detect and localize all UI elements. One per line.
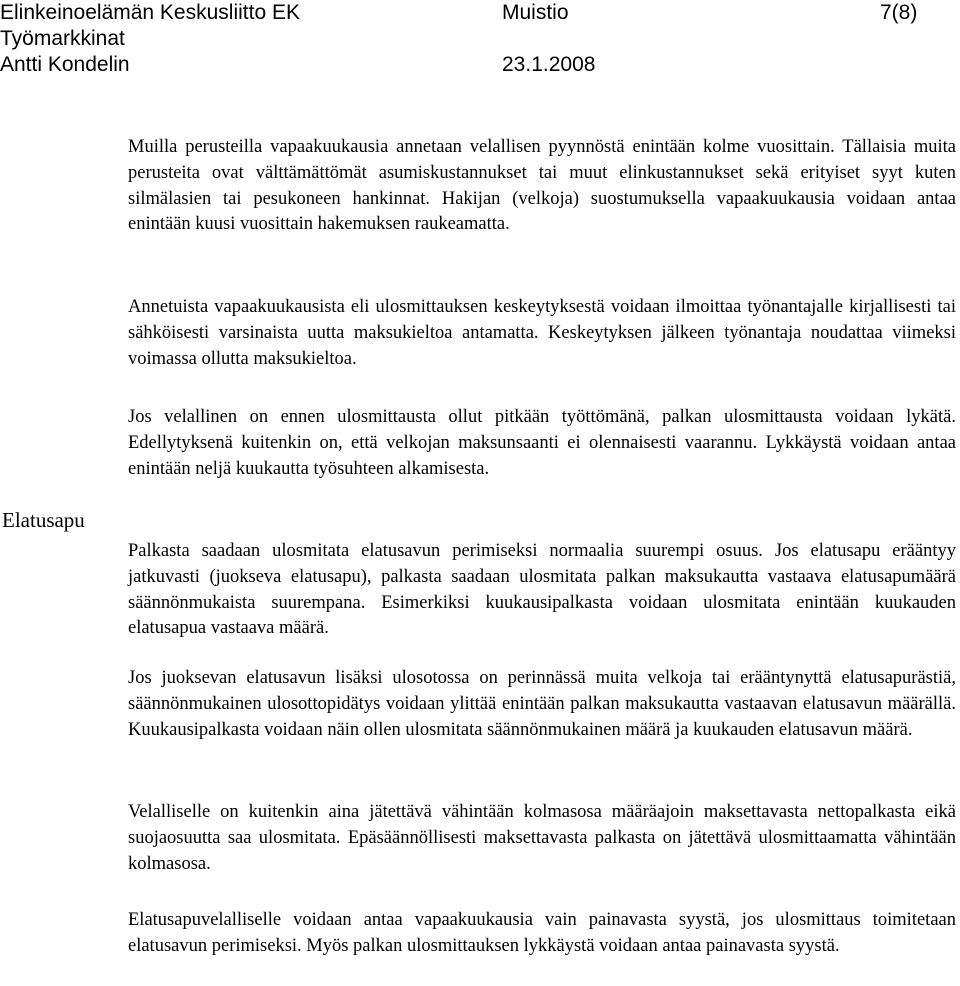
paragraph: Annetuista vapaakuukausista eli ulosmittauksen keskeytyksestä voidaan ilmoittaa työnantajalle kirjallisesti tai sähköisesti varsinaista uutta maksukieltoa antamatta. Keskeytyksen jälkeen työnantaja noudattaa viimeksi voimassa ollutta maksukieltoa. — [128, 297, 956, 369]
paragraph: Muilla perusteilla vapaakuukausia annetaan velallisen pyynnöstä enintään kolme vuosittain. Tällaisia muita perusteita ovat välttämättömät asumiskustannukset tai muut elinkustannukset sekä erityiset syyt kuten silmälasien tai pesukoneen hankinnat. Hakijan (velkoja) suostumuksella vapaakuukausia voidaan antaa enintään kuusi vuosittain hakemuksen raukeamatta. — [128, 137, 956, 235]
header-line-1 — [0, 0, 960, 26]
author-name: Antti Kondelin — [0, 53, 130, 76]
paragraph: Jos juoksevan elatusavun lisäksi ulosotossa on perinnässä muita velkoja tai erääntynyttä elatusapurästiä, säännönmukainen ulosottopidätys voidaan ylittää enintään palkan maksukautta vastaavan elatusavun määrällä. Kuukausipalkasta voidaan näin ollen ulosmitata säännönmukainen määrä ja kuukauden elatusavun määrä. — [128, 668, 956, 740]
header-line-2 — [0, 26, 960, 52]
page-number: 7(8) — [880, 1, 918, 24]
paragraph: Palkasta saadaan ulosmitata elatusavun perimiseksi normaalia suurempi osuus. Jos elatusapu erääntyy jatkuvasti (juokseva elatusapu), palkasta saadaan ulosmitata palkan maksukautta vastaava elatusapumäärä säännönmukaista suurempana. Esimerkiksi kuukausipalkasta voidaan ulosmitata enintään kuukauden elatusapua vastaava määrä. — [128, 541, 956, 639]
paragraph: Jos velallinen on ennen ulosmittausta ollut pitkään työttömänä, palkan ulosmittausta voidaan lykätä. Edellytyksenä kuitenkin on, että velkojan maksunsaanti ei olennaisesti vaarannu. Lykkäystä voidaan antaa enintään neljä kuukautta työsuhteen alkamisesta. — [128, 407, 956, 479]
section-heading-elatusapu: Elatusapu — [2, 508, 85, 532]
document-type: Muistio — [502, 1, 569, 24]
department-name: Työmarkkinat — [0, 27, 125, 50]
paragraph: Elatusapuvelalliselle voidaan antaa vapaakuukausia vain painavasta syystä, jos ulosmittaus toimitetaan elatusavun perimiseksi. Myös palkan ulosmittauksen lykkäystä voidaan antaa painavasta syystä. — [128, 910, 956, 956]
header-line-3 — [0, 52, 960, 78]
document-date: 23.1.2008 — [502, 53, 596, 76]
organization-name: Elinkeinoelämän Keskusliitto EK — [0, 1, 300, 24]
paragraph: Velalliselle on kuitenkin aina jätettävä vähintään kolmasosa määräajoin maksettavasta nettopalkasta eikä suojaosuutta saa ulosmitata. Epäsäännöllisesti maksettavasta palkasta on jätettävä ulosmittaamatta vähintään kolmasosa. — [128, 802, 956, 874]
page-header — [0, 0, 960, 78]
